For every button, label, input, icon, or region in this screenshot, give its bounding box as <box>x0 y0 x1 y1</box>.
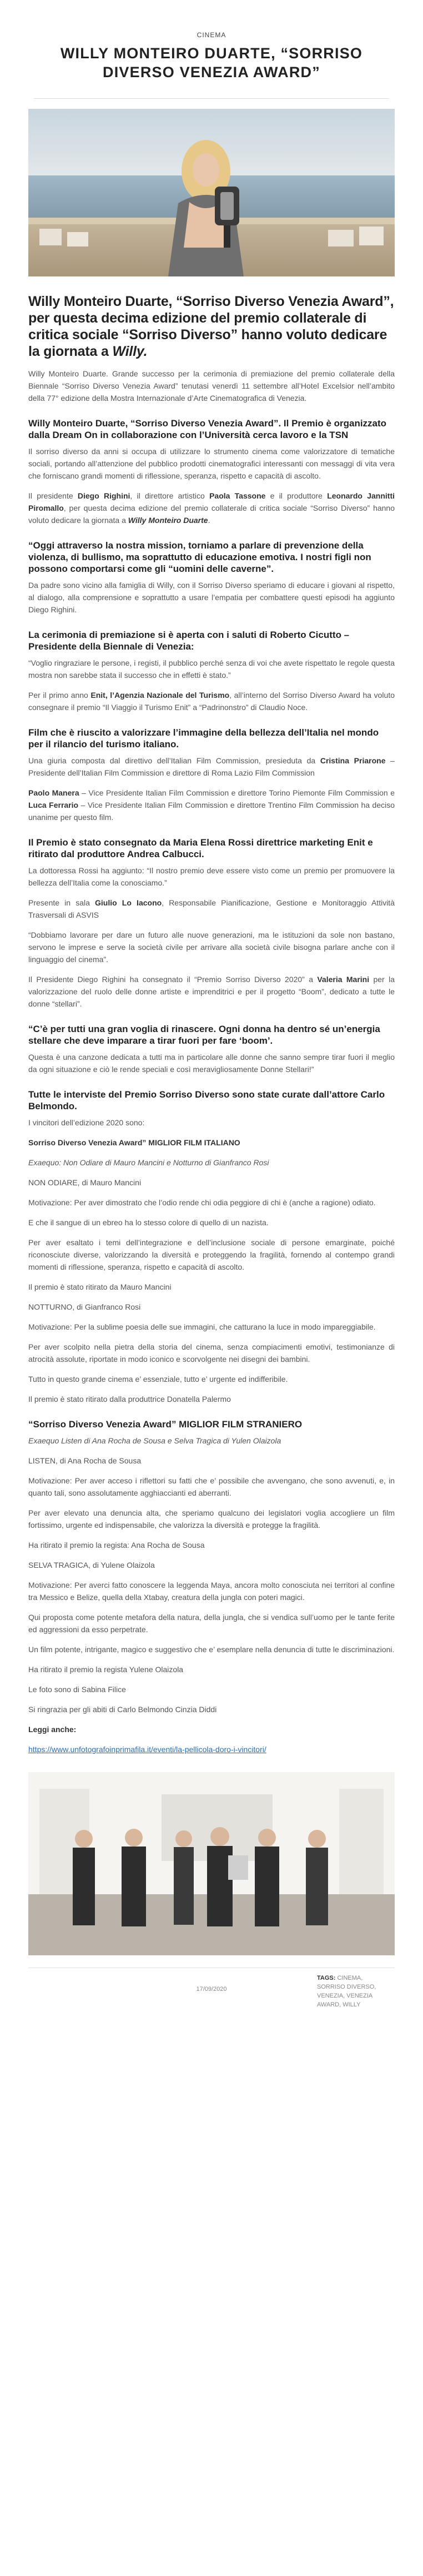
bold-text: Sorriso Diverso Venezia Award” MIGLIOR FILM ITALIANO <box>28 1138 240 1147</box>
paragraph: Motivazione: Per la sublime poesia delle sue immagini, che catturano la luce in modo impareggiabile. <box>28 1322 376 1331</box>
page-title: WILLY MONTEIRO DUARTE, “SORRISO DIVERSO VENEZIA AWARD” <box>60 44 363 80</box>
paragraph: Le foto sono di Sabina Filice <box>28 1684 126 1694</box>
paragraph: “Voglio ringraziare le persone, i registi, il pubblico perché senza di voi che avete rispettato le regole questa mostra non sarebbe stata il successo che in effetti è stato.” <box>28 658 395 680</box>
article-footer <box>28 1968 395 2017</box>
text: . <box>208 515 210 525</box>
text: , all’interno del Sorriso Diverso Award ha voluto consegnare il premio “Il Viaggio il Turismo Enit” a “Padrinonstro” di Claudio Noce. <box>28 690 395 712</box>
tag-link[interactable]: VENEZIA, VENEZIA <box>317 1992 373 1999</box>
text: per la valorizzazione del ruolo delle donne artiste e imprenditrici e per il progetto “Boom”, dedicato a tutte le donne “stellari”. <box>28 974 395 1008</box>
section-heading: “Sorriso Diverso Venezia Award” MIGLIOR FILM STRANIERO <box>28 1418 303 1430</box>
paragraph <box>28 754 395 779</box>
category-label[interactable]: CINEMA <box>197 31 226 39</box>
paragraph: Il premio è stato ritirato da Mauro Mancini <box>28 1282 172 1291</box>
paragraph <box>28 1743 395 1755</box>
paragraph: Per aver elevato una denuncia alta, che speriamo qualcuno dei legislatori voglia accogliere un film fortissimo, urgente ed indispensabile, che valorizza la diversità e protegge la fragilità. <box>28 1508 395 1530</box>
paragraph: NON ODIARE, di Mauro Mancini <box>28 1178 142 1187</box>
paragraph: Tutto in questo grande cinema e’ essenziale, tutto e’ urgente ed indifferibile. <box>28 1374 288 1383</box>
paragraph <box>28 490 395 526</box>
paragraph: SELVA TRAGICA, di Yulene Olaizola <box>28 1560 155 1569</box>
paragraph: Motivazione: Per aver dimostrato che l’odio rende chi odia peggiore di chi è (anche a ragione) odiato. <box>28 1198 376 1207</box>
paragraph: LISTEN, di Ana Rocha de Sousa <box>28 1456 142 1465</box>
text: – Vice Presidente Italian Film Commission e direttore Torino Piemonte Film Commission e <box>79 788 395 797</box>
section-heading: Film che è riuscito a valorizzare l’immagine della bellezza dell’Italia nel mondo per il rilancio del turismo italiano. <box>28 727 379 749</box>
paragraph <box>28 1723 395 1735</box>
tag-link[interactable]: CINEMA, <box>337 1974 363 1981</box>
paragraph: Willy Monteiro Duarte. Grande successo per la cerimonia di premiazione del premio collaterale della Biennale “Sorriso Diverso Venezia Award” tenutasi venerdì 11 settembre all’Hotel Excelsior nell’ambito della 77° edizione della Mostra Internazionale d’Arte Cinematografica di Venezia. <box>28 369 395 402</box>
publish-date: 17/09/2020 <box>196 1985 227 1993</box>
paragraph: Si ringrazia per gli abiti di Carlo Belmondo Cinzia Diddi <box>28 1704 217 1714</box>
bold-name: Valeria Marini <box>317 974 370 984</box>
paragraph: Da padre sono vicino alla famiglia di Willy, con il Sorriso Diverso speriamo di educare i giovani al rispetto, al dialogo, alla comprensione e soprattutto a usare l’empatia per combattere questi episodi ha aggiunto Diego Righini. <box>28 580 395 614</box>
text: Presente in sala <box>28 898 95 907</box>
emphasis: Exaequo Listen di Ana Rocha de Sousa e Selva Tragica di Yulen Olaizola <box>28 1436 281 1445</box>
section-heading: La cerimonia di premiazione si è aperta con i saluti di Roberto Cicutto – Presidente della Biennale di Venezia: <box>28 629 350 652</box>
text: , per questa decima edizione del premio collaterale di critica sociale “Sorriso Diverso” hanno voluto dedicare la giornata a <box>28 503 395 525</box>
bold-name: Giulio Lo Iacono <box>95 898 162 907</box>
section-heading: “Oggi attraverso la nostra mission, torniamo a parlare di prevenzione della violenza, di bullismo, ma soprattutto di educazione emotiva. I nostri figli non possono comportarsi come gli “uomini delle caverne”. <box>28 540 371 574</box>
text: Una giuria composta dal direttivo dell’Italian Film Commission, presieduta da <box>28 756 320 765</box>
divider <box>34 98 389 99</box>
paragraph: Il sorriso diverso da anni si occupa di utilizzare lo strumento cinema come valorizzatore di tematiche sociali, portando all’attenzione del pubblico prodotti cinematografici interessanti con messaggi di vita vera che forniscano grandi momenti di riflessione, speranza, rispetto e capacità di ascolto. <box>28 446 395 480</box>
headline-emphasis: Willy. <box>112 343 148 359</box>
text: Il Presidente Diego Righini ha consegnato il “Premio Sorriso Diverso 2020” a <box>28 974 318 984</box>
paragraph: E che il sangue di un ebreo ha lo stesso colore di quello di un nazista. <box>28 1217 269 1227</box>
hero-image <box>28 109 395 276</box>
bold-name: Leonardo Jannitti Piromallo <box>28 491 395 512</box>
paragraph <box>28 1136 395 1149</box>
group-photo <box>28 1772 395 1955</box>
headline-text: Willy Monteiro Duarte, “Sorriso Diverso Venezia Award”, per questa decima edizione del premio collaterale di critica sociale “Sorriso Diverso” hanno voluto dedicare la giornata a <box>28 293 394 359</box>
emphasis: Willy Monteiro Duarte <box>128 515 208 525</box>
text: , il direttore artistico <box>130 491 210 500</box>
text: Il presidente <box>28 491 78 500</box>
text: , Responsabile Pianificazione, Gestione e Monitoraggio Attività Trasversali di ASVIS <box>28 898 395 919</box>
bold-name: Enit, l’Agenzia Nazionale del Turismo <box>90 690 230 700</box>
tags-label: TAGS: <box>317 1974 336 1981</box>
bold-name: Luca Ferrario <box>28 800 79 809</box>
bold-name: Diego Righini <box>77 491 130 500</box>
text: – Vice Presidente Italian Film Commission e direttore Trentino Film Commission ha deciso unanime per questo film. <box>28 800 395 822</box>
paragraph <box>28 897 395 921</box>
paragraph <box>28 973 395 1010</box>
text: Per il primo anno <box>28 690 91 700</box>
paragraph: Per aver scolpito nella pietra della storia del cinema, senza compiacimenti emotivi, testimonianze di atrocità assolute, riportate in modo iconico e scorvolgente nei disegni dei bambini. <box>28 1342 395 1364</box>
emphasis: Exaequo: Non Odiare di Mauro Mancini e Notturno di Gianfranco Rosi <box>28 1158 269 1167</box>
bold-text: Leggi anche: <box>28 1724 77 1734</box>
section-heading: Il Premio è stato consegnato da Maria Elena Rossi direttrice marketing Enit e ritirato dal produttore Andrea Calbucci. <box>28 837 373 859</box>
bold-name: Cristina Priarone <box>320 756 386 765</box>
paragraph: “Dobbiamo lavorare per dare un futuro alle nuove generazioni, ma le istituzioni da sole non bastano, servono le imprese e serve la società civile per arrivare alla società civile bisogna parlare anche con il linguaggio del cinema”. <box>28 930 395 964</box>
bold-name: Paolo Manera <box>28 788 79 797</box>
article-headline <box>28 293 395 360</box>
paragraph: I vincitori dell’edizione 2020 sono: <box>28 1118 145 1127</box>
bold-name <box>128 516 208 525</box>
paragraph <box>28 787 395 823</box>
paragraph: La dottoressa Rossi ha aggiunto: “Il nostro premio deve essere visto come un premio per promuovere la bellezza dell’Italia come la conosciamo.” <box>28 866 395 887</box>
paragraph: Motivazione: Per aver acceso i riflettori su fatti che e’ possibile che avvengano, che sono avvenuti, e, in quanto tali, sono assolutamente agghiaccianti ed aberranti. <box>28 1476 395 1497</box>
text: – Presidente dell’Italian Film Commission e direttore di Roma Lazio Film Commission <box>28 756 395 777</box>
paragraph: Ha ritirato il premio la regista Yulene Olaizola <box>28 1664 184 1674</box>
paragraph: Ha ritirato il premio la regista: Ana Rocha de Sousa <box>28 1540 205 1549</box>
paragraph: Motivazione: Per averci fatto conoscere la leggenda Maya, ancora molto conosciuta nei territori al confine tra Messico e Belize, quella della Xtabay, creatura della jungla con poteri magici. <box>28 1580 395 1602</box>
paragraph: Il premio è stato ritirato dalla produttrice Donatella Palermo <box>28 1394 231 1403</box>
paragraph <box>28 1156 395 1169</box>
paragraph: NOTTURNO, di Gianfranco Rosi <box>28 1302 141 1311</box>
bold-name: Paola Tassone <box>209 491 266 500</box>
tag-link[interactable]: SORRISO DIVERSO, <box>317 1983 376 1990</box>
tags-list <box>317 1974 395 2009</box>
paragraph: Qui proposta come potente metafora della natura, della jungla, che si vendica sull’uomo per le tante ferite ed aggressioni da esso perpetrate. <box>28 1612 395 1634</box>
paragraph <box>28 689 395 713</box>
section-heading: Tutte le interviste del Premio Sorriso Diverso sono state curate dall’attore Carlo Belmondo. <box>28 1089 385 1111</box>
section-heading: Willy Monteiro Duarte, “Sorriso Diverso Venezia Award”. Il Premio è organizzato dalla Dream On in collaborazione con l’Università cerca lavoro e la TSN <box>28 417 387 440</box>
tag-link[interactable]: AWARD, WILLY <box>317 2001 361 2008</box>
paragraph: Un film potente, intrigante, magico e suggestivo che e’ esemplare nella denuncia di tutte le discriminazioni. <box>28 1644 395 1654</box>
paragraph: Per aver esaltato i temi dell’integrazione e dell’inclusione sociale di persone emarginate, poiché riconosciute diverse, valorizzando la diversità e proteggendo la fragilità, fornendo al contempo grandi momenti di riflessione, speranza, rispetto e capacità di ascolto. <box>28 1237 395 1271</box>
related-article-link[interactable]: https://www.unfotografoinprimafila.it/eventi/la-pellicola-doro-i-vincitori/ <box>28 1744 266 1754</box>
text: e il produttore <box>265 491 328 500</box>
paragraph: Questa è una canzone dedicata a tutti ma in particolare alle donne che sanno sempre tirar fuori il meglio da ogni situazione e ciò le rende speciali e così meravigliosamente Donne Stellari!” <box>28 1052 395 1074</box>
paragraph <box>28 1435 395 1447</box>
section-heading: “C’è per tutti una gran voglia di rinascere. Ogni donna ha dentro sé un’energia stellare che deve imparare a tirar fuori per fare ‘boom’. <box>28 1023 380 1046</box>
article <box>28 0 395 2017</box>
